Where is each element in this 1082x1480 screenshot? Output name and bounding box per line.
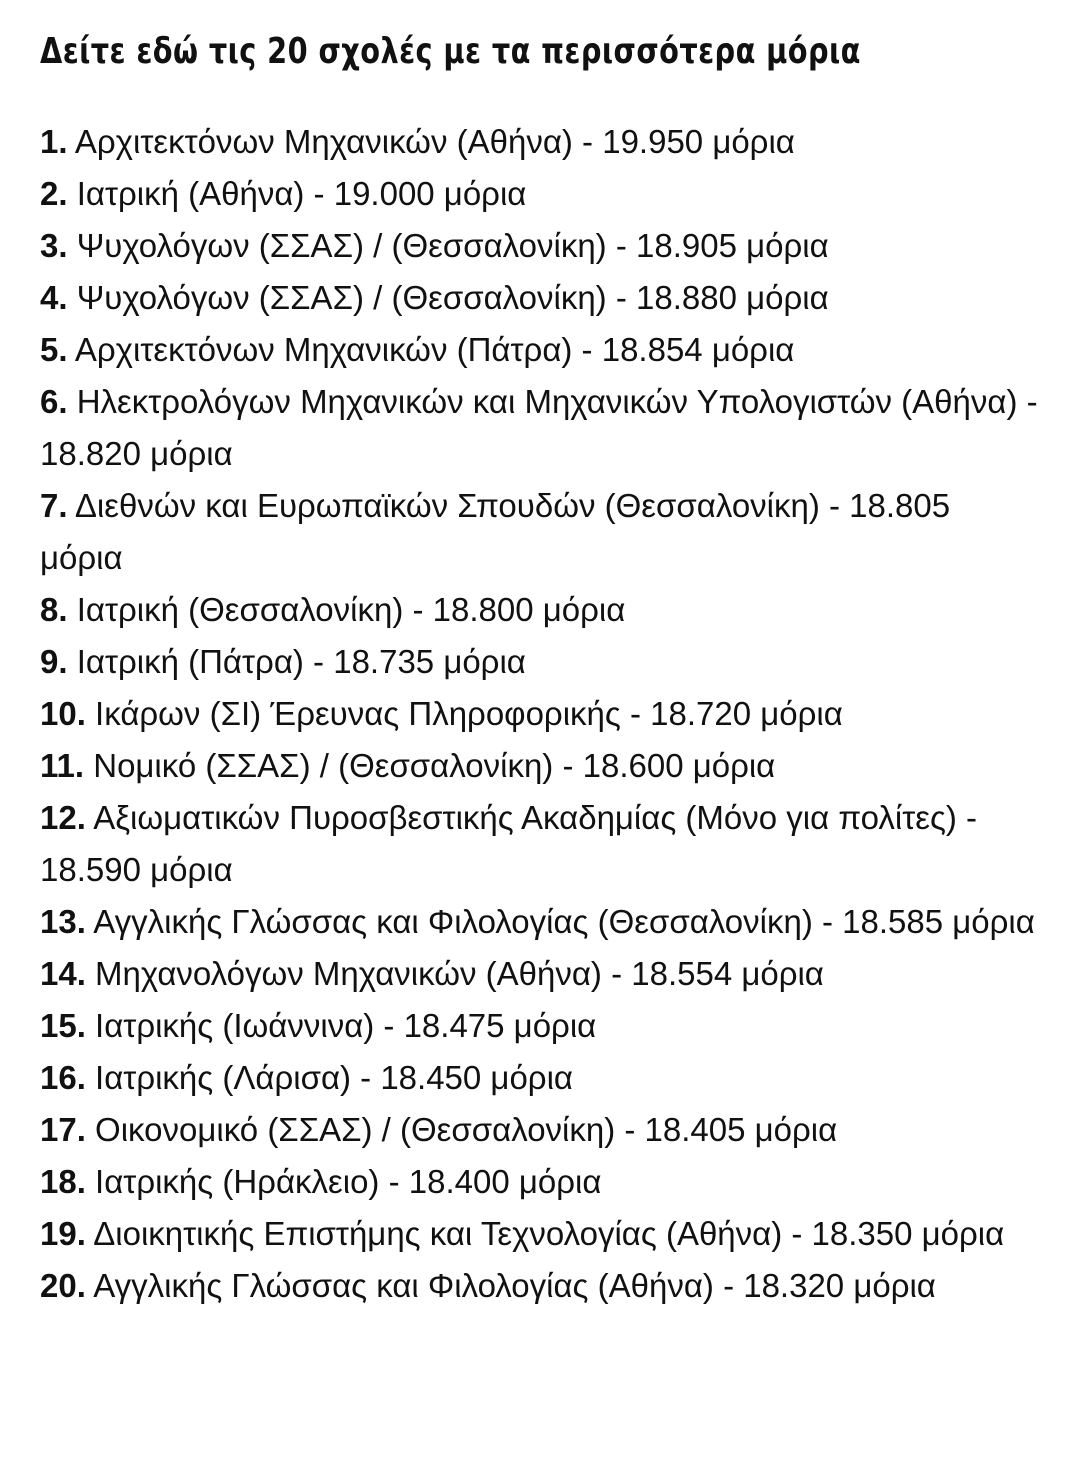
item-text: Αρχιτεκτόνων Μηχανικών (Πάτρα) - 18.854 μόρια <box>74 331 795 368</box>
list-item <box>40 480 1040 584</box>
item-text: Αγγλικής Γλώσσας και Φιλολογίας (Θεσσαλονίκη) - 18.585 μόρια <box>93 903 1035 940</box>
item-number: 17. <box>40 1111 86 1148</box>
list-item <box>40 688 1040 740</box>
item-number: 8. <box>40 591 68 628</box>
item-number: 11. <box>40 747 85 784</box>
item-number: 2. <box>40 175 68 212</box>
list-item <box>40 636 1040 688</box>
list-item <box>40 220 1040 272</box>
item-number: 10. <box>40 695 86 732</box>
item-text: Ψυχολόγων (ΣΣΑΣ) / (Θεσσαλονίκη) - 18.880 μόρια <box>76 279 829 316</box>
list-item <box>40 896 1040 948</box>
item-text: Ιατρικής (Ηράκλειο) - 18.400 μόρια <box>95 1163 602 1200</box>
list-item <box>40 740 1040 792</box>
item-text: Ιατρική (Θεσσαλονίκη) - 18.800 μόρια <box>76 591 626 628</box>
item-number: 4. <box>40 279 68 316</box>
item-text: Ψυχολόγων (ΣΣΑΣ) / (Θεσσαλονίκη) - 18.905 μόρια <box>76 227 829 264</box>
item-text: Νομικό (ΣΣΑΣ) / (Θεσσαλονίκη) - 18.600 μόρια <box>93 747 776 784</box>
item-text: Οικονομικό (ΣΣΑΣ) / (Θεσσαλονίκη) - 18.405 μόρια <box>95 1111 838 1148</box>
item-text: Ιατρικής (Ιωάννινα) - 18.475 μόρια <box>95 1007 597 1044</box>
item-number: 9. <box>40 643 68 680</box>
list-item <box>40 376 1040 480</box>
schools-ranking-list <box>40 116 1040 1312</box>
item-number: 16. <box>40 1059 86 1096</box>
item-text: Ικάρων (ΣΙ) Έρευνας Πληροφορικής - 18.720 μόρια <box>95 695 843 732</box>
item-number: 13. <box>40 903 86 940</box>
item-number: 7. <box>40 487 68 524</box>
list-item <box>40 948 1040 1000</box>
list-item <box>40 1000 1040 1052</box>
list-item <box>40 584 1040 636</box>
list-item <box>40 1260 1040 1312</box>
list-item <box>40 1052 1040 1104</box>
item-number: 6. <box>40 383 68 420</box>
item-number: 5. <box>40 331 68 368</box>
item-number: 12. <box>40 799 86 836</box>
item-text: Αγγλικής Γλώσσας και Φιλολογίας (Αθήνα) - 18.320 μόρια <box>93 1267 936 1304</box>
item-number: 14. <box>40 955 86 992</box>
item-text: Ιατρικής (Λάρισα) - 18.450 μόρια <box>95 1059 573 1096</box>
list-item <box>40 168 1040 220</box>
page-title: Δείτε εδώ τις 20 σχολές με τα περισσότερα μόρια <box>40 31 861 73</box>
item-text: Διοικητικής Επιστήμης και Τεχνολογίας (Αθήνα) - 18.350 μόρια <box>93 1215 1005 1252</box>
list-item <box>40 1208 1040 1260</box>
item-number: 20. <box>40 1267 86 1304</box>
list-item <box>40 792 1040 896</box>
item-text: Ιατρική (Πάτρα) - 18.735 μόρια <box>76 643 526 680</box>
item-number: 1. <box>40 123 68 160</box>
item-number: 15. <box>40 1007 86 1044</box>
item-text: Αξιωματικών Πυροσβεστικής Ακαδημίας (Μόνο για πολίτες) - 18.590 μόρια <box>40 799 977 888</box>
item-text: Ηλεκτρολόγων Μηχανικών και Μηχανικών Υπολογιστών (Αθήνα) - 18.820 μόρια <box>40 383 1038 472</box>
list-item <box>40 1104 1040 1156</box>
item-text: Αρχιτεκτόνων Μηχανικών (Αθήνα) - 19.950 μόρια <box>74 123 795 160</box>
item-text: Μηχανολόγων Μηχανικών (Αθήνα) - 18.554 μόρια <box>95 955 824 992</box>
list-item <box>40 272 1040 324</box>
item-number: 19. <box>40 1215 86 1252</box>
item-number: 3. <box>40 227 68 264</box>
item-number: 18. <box>40 1163 86 1200</box>
list-item <box>40 324 1040 376</box>
list-item <box>40 1156 1040 1208</box>
list-item <box>40 116 1040 168</box>
item-text: Διεθνών και Ευρωπαϊκών Σπουδών (Θεσσαλονίκη) - 18.805 μόρια <box>40 487 951 576</box>
item-text: Ιατρική (Αθήνα) - 19.000 μόρια <box>76 175 527 212</box>
